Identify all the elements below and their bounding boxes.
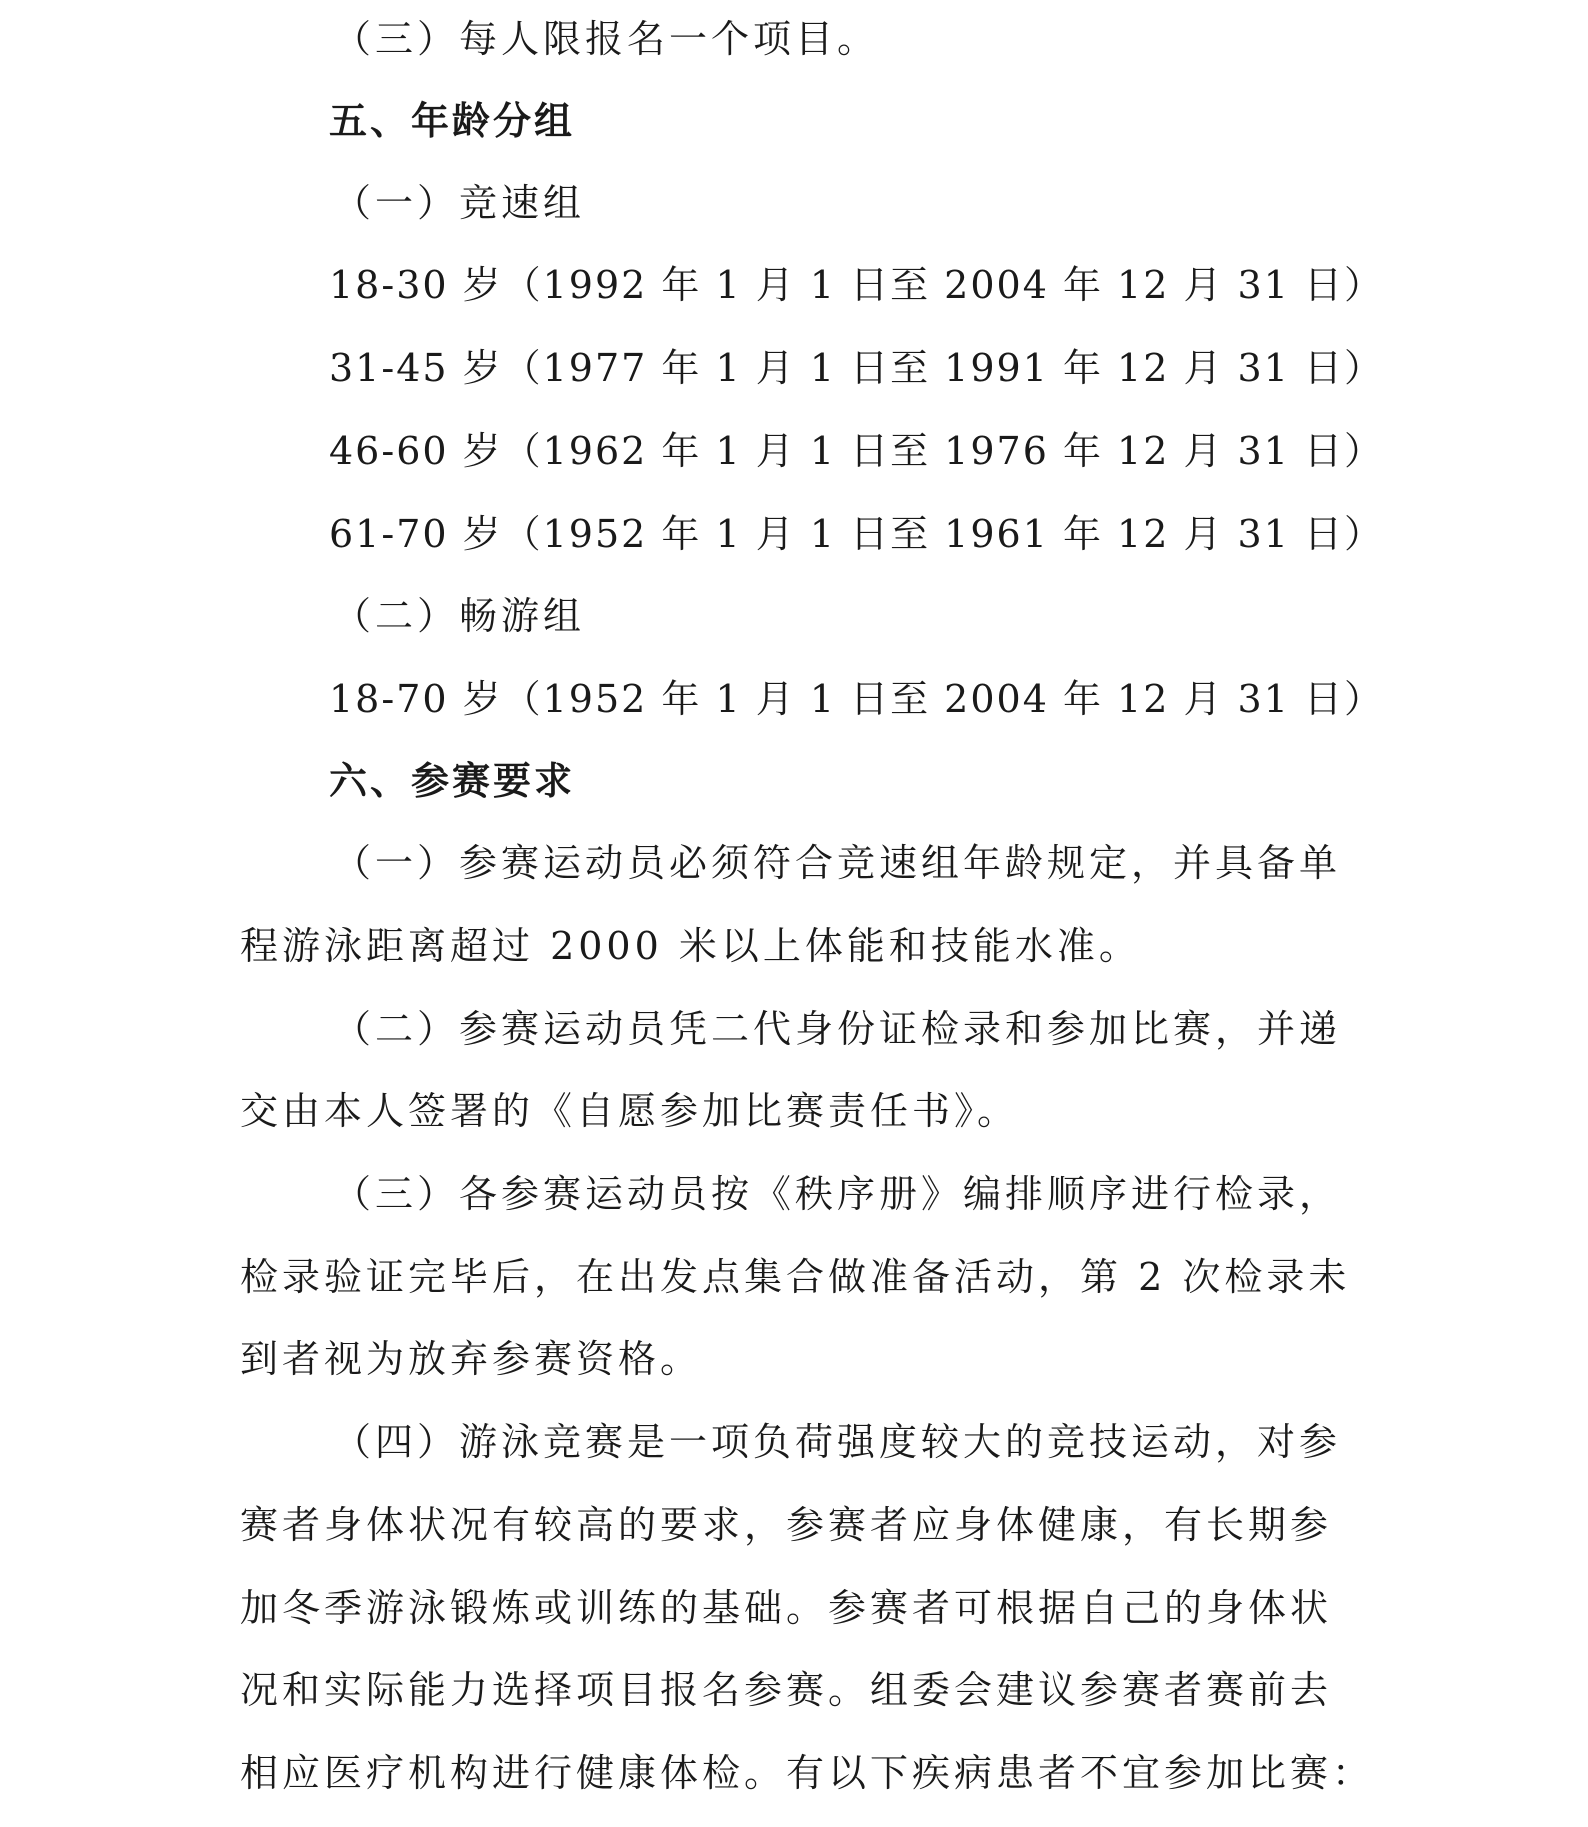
subheading-leisure-group: （二）畅游组 bbox=[333, 594, 586, 638]
req-4-line-3: 加冬季游泳锻炼或训练的基础。参赛者可根据自己的身体状 bbox=[240, 1586, 1333, 1630]
age-range-18-70: 18-70 岁（1952 年 1 月 1 日至 2004 年 12 月 31 日） bbox=[329, 677, 1384, 721]
req-4-line-1: （四）游泳竞赛是一项负荷强度较大的竞技运动，对参 bbox=[333, 1420, 1342, 1464]
age-range-61-70: 61-70 岁（1952 年 1 月 1 日至 1961 年 12 月 31 日） bbox=[329, 512, 1384, 556]
section-heading-age-groups: 五、年龄分组 bbox=[329, 99, 576, 143]
req-3-line-2: 检录验证完毕后，在出发点集合做准备活动，第 2 次检录未 bbox=[240, 1255, 1351, 1299]
age-range-31-45: 31-45 岁（1977 年 1 月 1 日至 1991 年 12 月 31 日） bbox=[329, 346, 1384, 390]
req-3-line-1: （三）各参赛运动员按《秩序册》编排顺序进行检录， bbox=[333, 1172, 1342, 1216]
req-1-line-2: 程游泳距离超过 2000 米以上体能和技能水准。 bbox=[240, 924, 1141, 968]
req-3-line-3: 到者视为放弃参赛资格。 bbox=[240, 1337, 703, 1381]
req-2-line-2: 交由本人签署的《自愿参加比赛责任书》。 bbox=[240, 1089, 1020, 1133]
req-2-line-1: （二）参赛运动员凭二代身份证检录和参加比赛，并递 bbox=[333, 1007, 1342, 1051]
age-range-46-60: 46-60 岁（1962 年 1 月 1 日至 1976 年 12 月 31 日） bbox=[329, 429, 1384, 473]
req-4-line-4: 况和实际能力选择项目报名参赛。组委会建议参赛者赛前去 bbox=[240, 1668, 1333, 1712]
age-range-18-30: 18-30 岁（1992 年 1 月 1 日至 2004 年 12 月 31 日） bbox=[329, 263, 1384, 307]
req-4-line-5: 相应医疗机构进行健康体检。有以下疾病患者不宜参加比赛： bbox=[240, 1751, 1375, 1795]
item-entry-limit: （三）每人限报名一个项目。 bbox=[333, 17, 880, 61]
section-heading-requirements: 六、参赛要求 bbox=[329, 759, 576, 803]
req-4-line-2: 赛者身体状况有较高的要求，参赛者应身体健康，有长期参 bbox=[240, 1503, 1333, 1547]
req-1-line-1: （一）参赛运动员必须符合竞速组年龄规定，并具备单 bbox=[333, 841, 1342, 885]
subheading-racing-group: （一）竞速组 bbox=[333, 181, 586, 225]
